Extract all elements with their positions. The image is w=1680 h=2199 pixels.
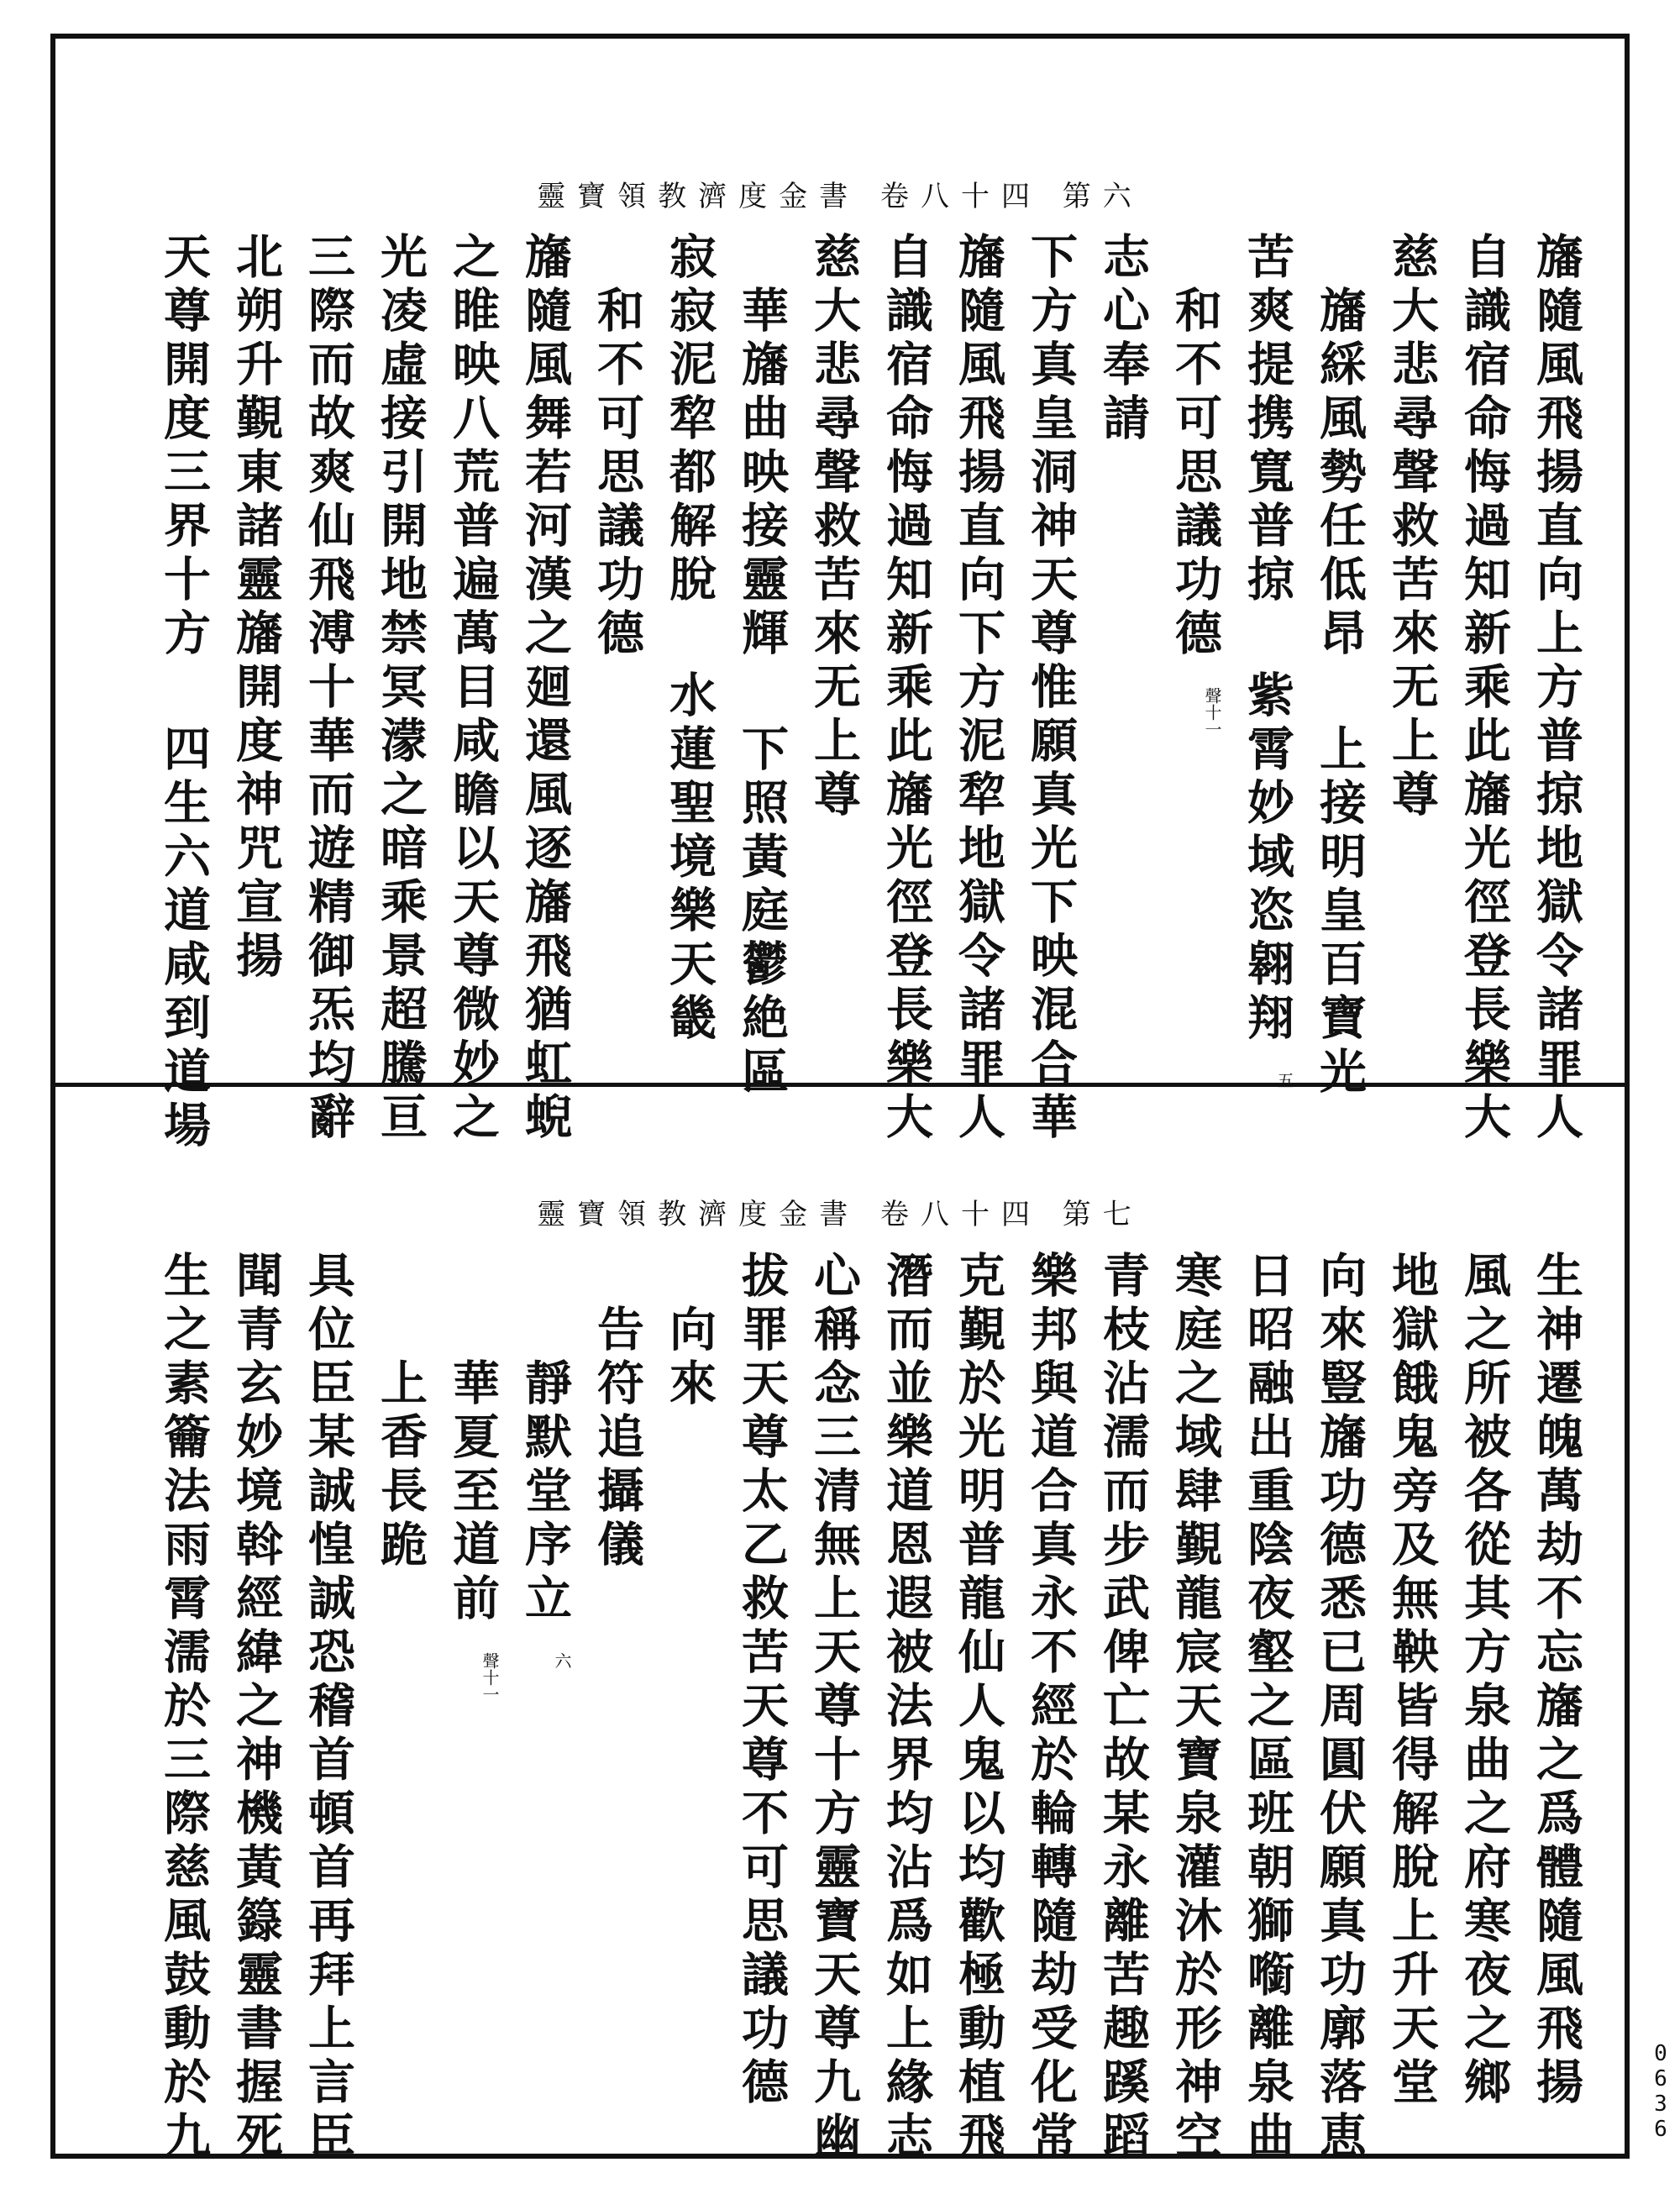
upper-page-column-text: 天尊開度三界十方 四生六道咸到道場: [156, 232, 212, 1154]
upper-page-text-column: [726, 232, 798, 1100]
lower-page-column-text: 青枝沾濡而步武俾亡故某永離苦趣蹊蹈: [1095, 1251, 1151, 2165]
upper-page: [55, 39, 1625, 1154]
lower-page-column-text: 樂邦與道合真永不經於輪轉隨劫受化常: [1023, 1251, 1079, 2165]
lower-page-column-text: 心稱念三清無上天尊十方靈寶天尊九幽: [806, 1251, 862, 2165]
upper-page-column-text: 和不可思議功德: [590, 286, 645, 662]
upper-page-text-column: [1376, 232, 1448, 1063]
lower-page-column-text: 聞青玄妙境斡經緯之神機黃籙靈書握死: [228, 1251, 284, 2165]
upper-page-header: 靈寶領教濟度金書 卷八十四 第六: [537, 180, 1143, 213]
lower-page-column-text: 生之素籥法雨霄濡於三際慈風鼓動於九: [156, 1251, 212, 2165]
lower-page-text-column: [870, 1251, 942, 2165]
upper-page-column-text: 慈大悲尋聲救苦來无上尊: [1384, 232, 1440, 823]
lower-page-text-column: [509, 1251, 581, 2141]
upper-page-column-text: 旛隨風飛揚直向下方泥犂地獄令諸罪人: [951, 232, 1006, 1146]
upper-page-text-column: [1231, 232, 1304, 1089]
upper-page-text-column: [1304, 232, 1376, 1100]
upper-page-column-text: 北朔升覲東諸靈旛開度神咒宣揚: [228, 232, 284, 984]
lower-page-column-text: 具位臣某誠惶誠恐稽首頓首再拜上言臣: [301, 1251, 356, 2165]
upper-page-text-column: [1087, 232, 1159, 1063]
upper-page-text-column: [798, 232, 870, 1063]
lower-page-column-text: 生神遷魄萬劫不忘旛之爲體隨風飛揚: [1529, 1251, 1584, 2111]
upper-page-text-column: [942, 232, 1015, 1146]
lower-page-text-column: [1015, 1251, 1087, 2165]
upper-page-text-column: [1159, 232, 1231, 1063]
upper-page-column-text: 志心奉請: [1095, 232, 1151, 447]
lower-page-column-text: 上香長跪: [373, 1358, 428, 1573]
lower-page-column-text: 華夏至道前: [445, 1358, 501, 1627]
upper-page-text-column: [220, 232, 292, 1063]
lower-page-text-column: [292, 1251, 365, 2165]
upper-page-column-text: 三際而故爽仙飛溥十華而遊精御炁均辭: [301, 232, 356, 1146]
lower-page-text-column: [798, 1251, 870, 2165]
upper-page-column-text: 自識宿命悔過知新乘此旛光徑登長樂大: [879, 232, 934, 1146]
upper-page-text-column: [1015, 232, 1087, 1146]
lower-page-text-column: [1376, 1251, 1448, 2141]
upper-page-column-text: 苦爽提携寬普掠 紫霄妙域恣翱翔: [1240, 232, 1295, 1047]
upper-page-text-column: [870, 232, 942, 1146]
lower-page-text-column: [1520, 1251, 1593, 2141]
lower-page-text-column: [1087, 1251, 1159, 2165]
upper-page-text-column: [1448, 232, 1520, 1146]
upper-page-margin-note: 五: [1274, 1072, 1294, 1089]
lower-page-column-text: 向來: [662, 1304, 717, 1412]
lower-page-column-text: 拔罪天尊太乙救苦天尊不可思議功德: [734, 1251, 790, 2111]
lower-page-margin-note: 六: [552, 1652, 572, 1669]
lower-page-text-column: [654, 1251, 726, 2141]
upper-page-text-column: [1520, 232, 1593, 1146]
upper-page-column-text: 旛綵風勢任低昂 上接明皇百寶光: [1312, 286, 1368, 1100]
lower-page-column-text: 潛而並樂道恩遐被法界均沾爲如上緣志: [879, 1251, 934, 2165]
upper-page-column-text: 和不可思議功德: [1168, 286, 1223, 662]
upper-page-column-text: 光凌虛接引開地禁冥濛之暗乘景超騰亘: [373, 232, 428, 1146]
page-index-number: 0636: [1648, 2041, 1673, 2142]
upper-page-column-text: 自識宿命悔過知新乘此旛光徑登長樂大: [1457, 232, 1512, 1146]
lower-page-column-text: 風之所被各從其方泉曲之府寒夜之鄉: [1457, 1251, 1512, 2111]
upper-page-text-column: [437, 232, 509, 1146]
upper-page-column-text: 慈大悲尋聲救苦來无上尊: [806, 232, 862, 823]
lower-page-text-column: [1159, 1251, 1231, 2165]
lower-page-column-text: 日昭融出重陰夜壑之區班朝獅㘅離泉曲: [1240, 1251, 1295, 2165]
upper-page-column-text: 華旛曲映接靈輝 下照黃庭鬱絶區: [734, 286, 790, 1100]
upper-page-column-text: 寂寂泥犂都解脫 水蓮聖境樂天畿: [662, 232, 717, 1047]
upper-page-text-columns: [148, 232, 1593, 1154]
lower-page-text-column: [437, 1251, 509, 2141]
upper-page-text-column: [365, 232, 437, 1146]
upper-page-column-text: 下方真皇洞神天尊惟願真光下映混合華: [1023, 232, 1079, 1146]
lower-page: [55, 1087, 1625, 2165]
upper-page-column-text: 之睢映八荒普遍萬目咸瞻以天尊微妙之: [445, 232, 501, 1146]
upper-page-text-column: [581, 232, 654, 1063]
upper-page-margin-note: 聲十一: [1202, 687, 1222, 737]
lower-page-column-text: 靜默堂序立: [517, 1358, 573, 1627]
lower-page-header: 靈寶領教濟度金書 卷八十四 第七: [537, 1198, 1143, 1231]
lower-page-column-text: 地獄餓鬼旁及無鞅皆得解脫上升天堂: [1384, 1251, 1440, 2111]
lower-page-column-text: 寒庭之域肆覲龍宸天寶泉灌沐於形神空: [1168, 1251, 1223, 2165]
upper-page-text-column: [654, 232, 726, 1063]
lower-page-margin-note: 聲十一: [480, 1652, 500, 1703]
lower-page-text-column: [942, 1251, 1015, 2165]
lower-page-text-column: [1448, 1251, 1520, 2141]
lower-page-column-text: 向來豎旛功德悉已周圓伏願真功廓落恵: [1312, 1251, 1368, 2165]
lower-page-column-text: 告符追攝儀: [590, 1304, 645, 1573]
lower-page-text-column: [1304, 1251, 1376, 2165]
upper-page-text-column: [292, 232, 365, 1146]
upper-page-text-column: [509, 232, 581, 1146]
lower-page-text-columns: [148, 1251, 1593, 2165]
upper-page-column-text: 旛隨風飛揚直向上方普掠地獄令諸罪人: [1529, 232, 1584, 1146]
lower-page-text-column: [148, 1251, 220, 2165]
lower-page-column-text: 克覲於光明普龍仙人鬼以均歡極動植飛: [951, 1251, 1006, 2165]
lower-page-text-column: [726, 1251, 798, 2141]
upper-page-column-text: 旛隨風舞若河漢之廻還風逐旛飛猶虹蜺: [517, 232, 573, 1146]
upper-page-text-column: [148, 232, 220, 1154]
lower-page-text-column: [581, 1251, 654, 2141]
lower-page-text-column: [365, 1251, 437, 2141]
lower-page-text-column: [220, 1251, 292, 2165]
lower-page-text-column: [1231, 1251, 1304, 2165]
